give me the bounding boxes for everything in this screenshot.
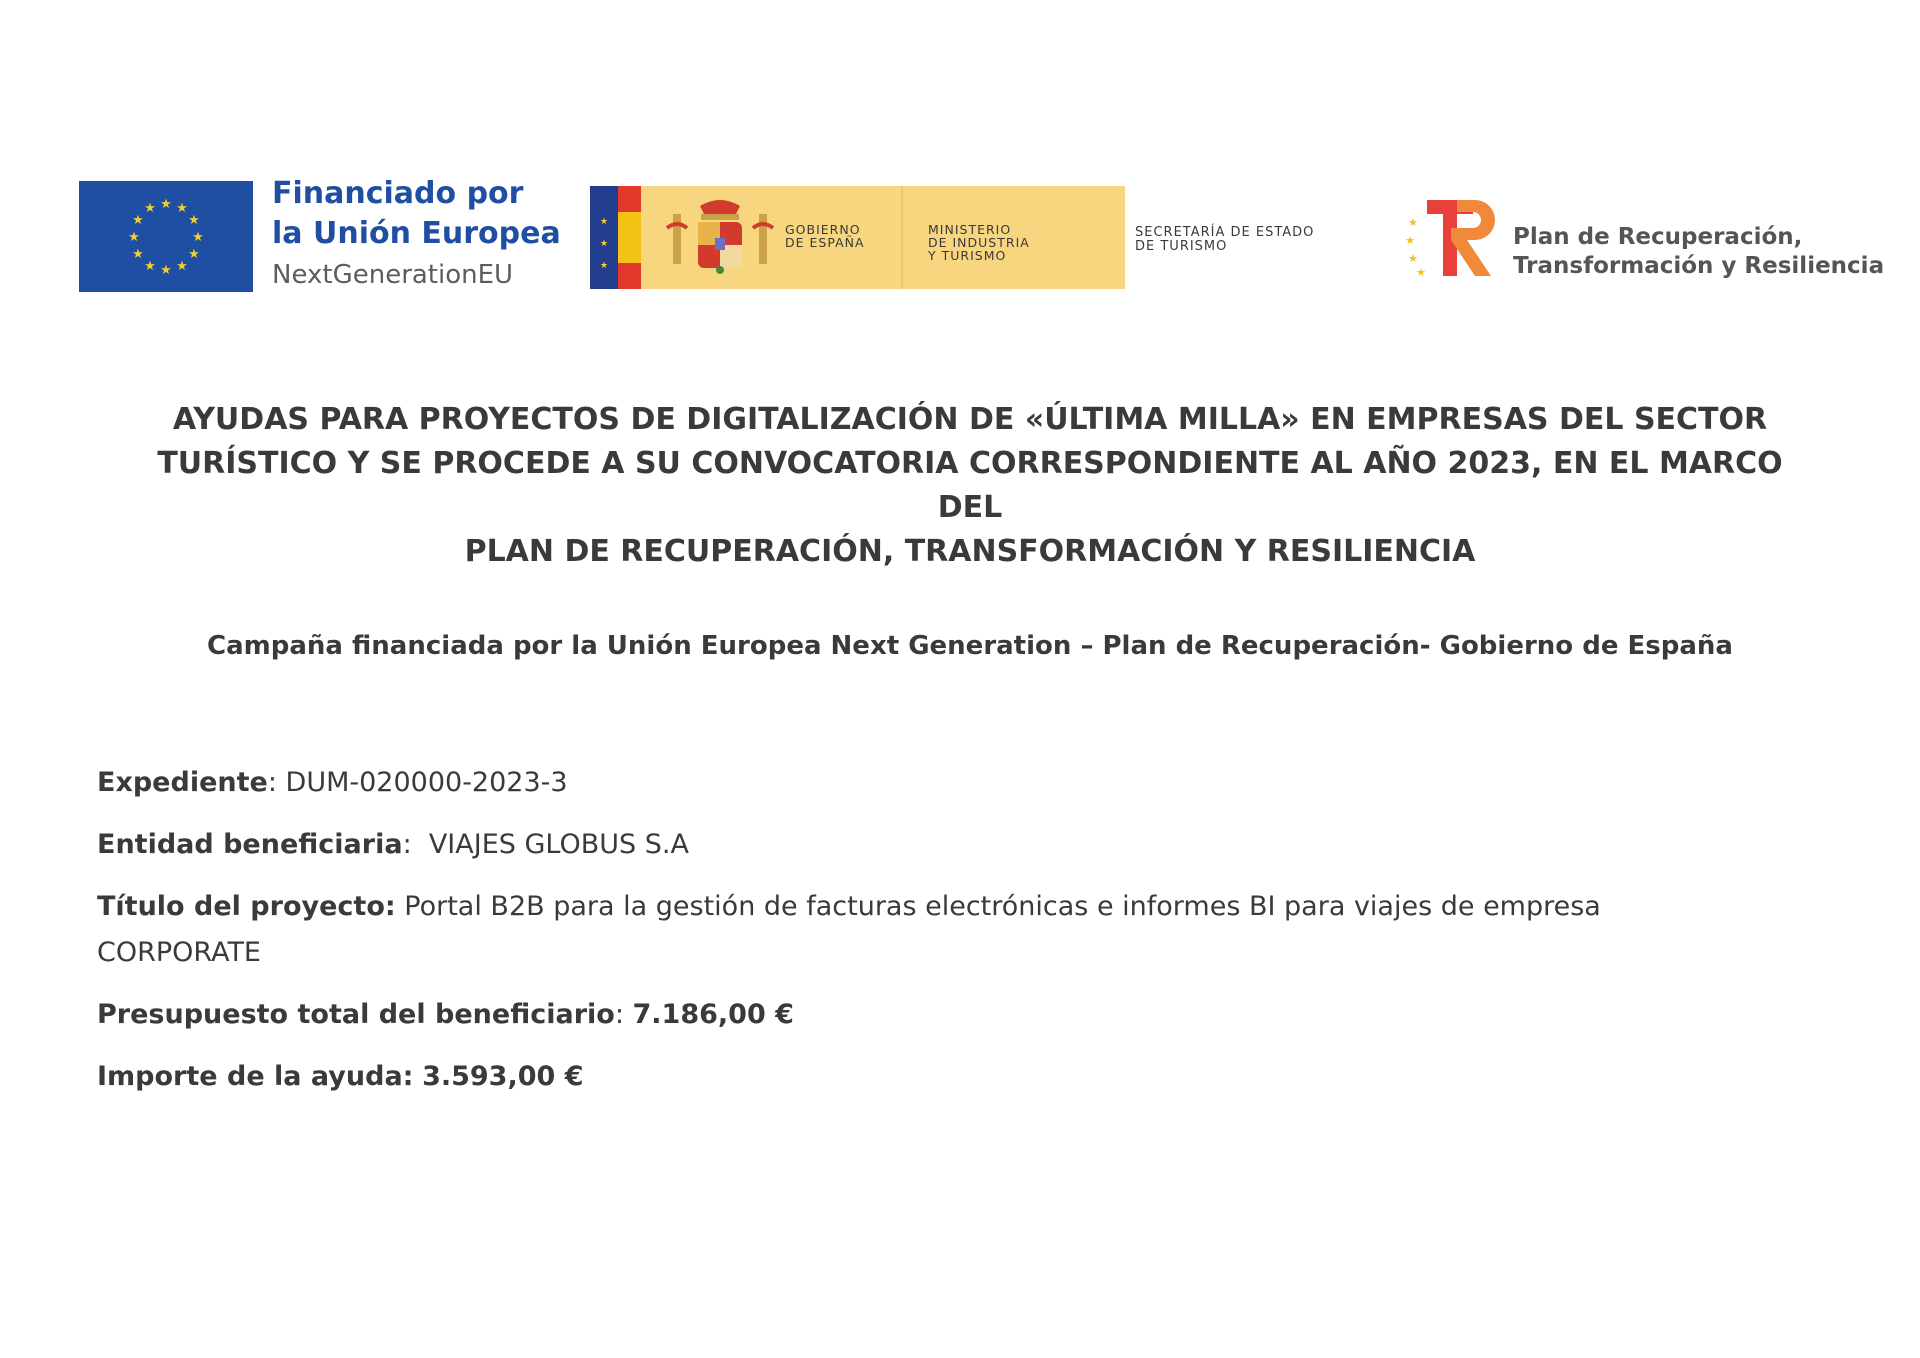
logo-banner [0, 0, 1920, 300]
project-details [97, 760, 1797, 1116]
svg-text:★: ★ [176, 201, 188, 216]
entidad-separator: : [402, 829, 429, 860]
eu-funding-label [272, 174, 561, 294]
secretaria-estado-text [1135, 226, 1375, 254]
field-presupuesto [97, 992, 1797, 1038]
svg-text:★: ★ [599, 261, 609, 271]
expediente-label: Expediente [97, 767, 268, 798]
importe-separator [413, 1061, 422, 1092]
field-titulo [97, 884, 1797, 976]
svg-text:★: ★ [1405, 234, 1415, 247]
expediente-separator: : [267, 767, 286, 798]
eu-line-nextgeneration: NextGenerationEU [272, 260, 514, 290]
gobierno-line: GOBIERNO [785, 222, 861, 237]
coat-of-arms-icon [665, 198, 775, 280]
title-line-3: PLAN DE RECUPERACIÓN, TRANSFORMACIÓN Y RESILIENCIA [464, 534, 1476, 569]
de-turismo-line: DE TURISMO [1135, 239, 1228, 254]
field-expediente [97, 760, 1797, 806]
svg-text:★: ★ [599, 217, 609, 227]
prtr-logo-icon [1405, 196, 1505, 280]
entidad-label: Entidad beneficiaria [97, 829, 403, 860]
svg-text:★: ★ [176, 259, 188, 274]
titulo-label: Título del proyecto: [97, 891, 396, 922]
gobierno-espana-text [785, 223, 895, 249]
svg-text:★: ★ [599, 239, 609, 249]
svg-text:★: ★ [132, 247, 144, 262]
presupuesto-label: Presupuesto total del beneficiario [97, 999, 615, 1030]
document-title [120, 398, 1820, 574]
titulo-value-line1: Portal B2B para la gestión de facturas electrónicas e informes BI para viajes de empresa [404, 891, 1601, 922]
svg-text:★: ★ [132, 213, 144, 228]
title-line-2: TURÍSTICO Y SE PROCEDE A SU CONVOCATORIA CORRESPONDIENTE AL AÑO 2023, EN EL MARCO DEL [157, 446, 1783, 525]
importe-value: 3.593,00 € [422, 1061, 584, 1092]
field-entidad [97, 822, 1797, 868]
ministerio-line: MINISTERIO [928, 222, 1012, 237]
eu-line-financiado: Financiado por [272, 176, 524, 211]
entidad-value: VIAJES GLOBUS S.A [428, 829, 689, 860]
svg-text:★: ★ [144, 201, 156, 216]
field-importe [97, 1054, 1797, 1100]
title-line-1: AYUDAS PARA PROYECTOS DE DIGITALIZACIÓN DE «ÚLTIMA MILLA» EN EMPRESAS DEL SECTOR [172, 402, 1768, 437]
de-industria-line: DE INDUSTRIA [928, 235, 1030, 250]
svg-text:★: ★ [160, 263, 172, 278]
svg-text:★: ★ [128, 230, 140, 245]
presupuesto-separator: : [614, 999, 633, 1030]
svg-text:★: ★ [160, 197, 172, 212]
svg-text:★: ★ [1416, 266, 1426, 279]
gobierno-espana-logo [590, 186, 1125, 289]
secretaria-line: SECRETARÍA DE ESTADO [1135, 225, 1315, 240]
logo-divider [901, 186, 903, 289]
importe-label: Importe de la ayuda: [97, 1061, 414, 1092]
svg-text:★: ★ [1408, 252, 1418, 265]
expediente-value: DUM-020000-2023-3 [285, 767, 568, 798]
prtr-line1: Plan de Recuperación, [1513, 224, 1803, 250]
y-turismo-line: Y TURISMO [928, 248, 1007, 263]
titulo-value-line2: CORPORATE [97, 937, 261, 968]
svg-text:★: ★ [1408, 216, 1418, 229]
svg-text:★: ★ [144, 259, 156, 274]
campaign-subtitle: Campaña financiada por la Unión Europea Next Generation – Plan de Recuperación- Gobierno de España [207, 631, 1733, 661]
prtr-label [1513, 223, 1884, 281]
svg-text:★: ★ [188, 213, 200, 228]
svg-text:★: ★ [192, 230, 204, 245]
titulo-separator [396, 891, 405, 922]
ministerio-text [928, 223, 1098, 262]
svg-text:★: ★ [188, 247, 200, 262]
prtr-line2: Transformación y Resiliencia [1513, 253, 1885, 279]
eu-flag-icon [79, 181, 253, 292]
presupuesto-value: 7.186,00 € [632, 999, 794, 1030]
spain-eu-flag-icon [590, 186, 641, 289]
eu-line-union-europea: la Unión Europea [272, 216, 561, 251]
de-espana-line: DE ESPAÑA [785, 235, 865, 250]
